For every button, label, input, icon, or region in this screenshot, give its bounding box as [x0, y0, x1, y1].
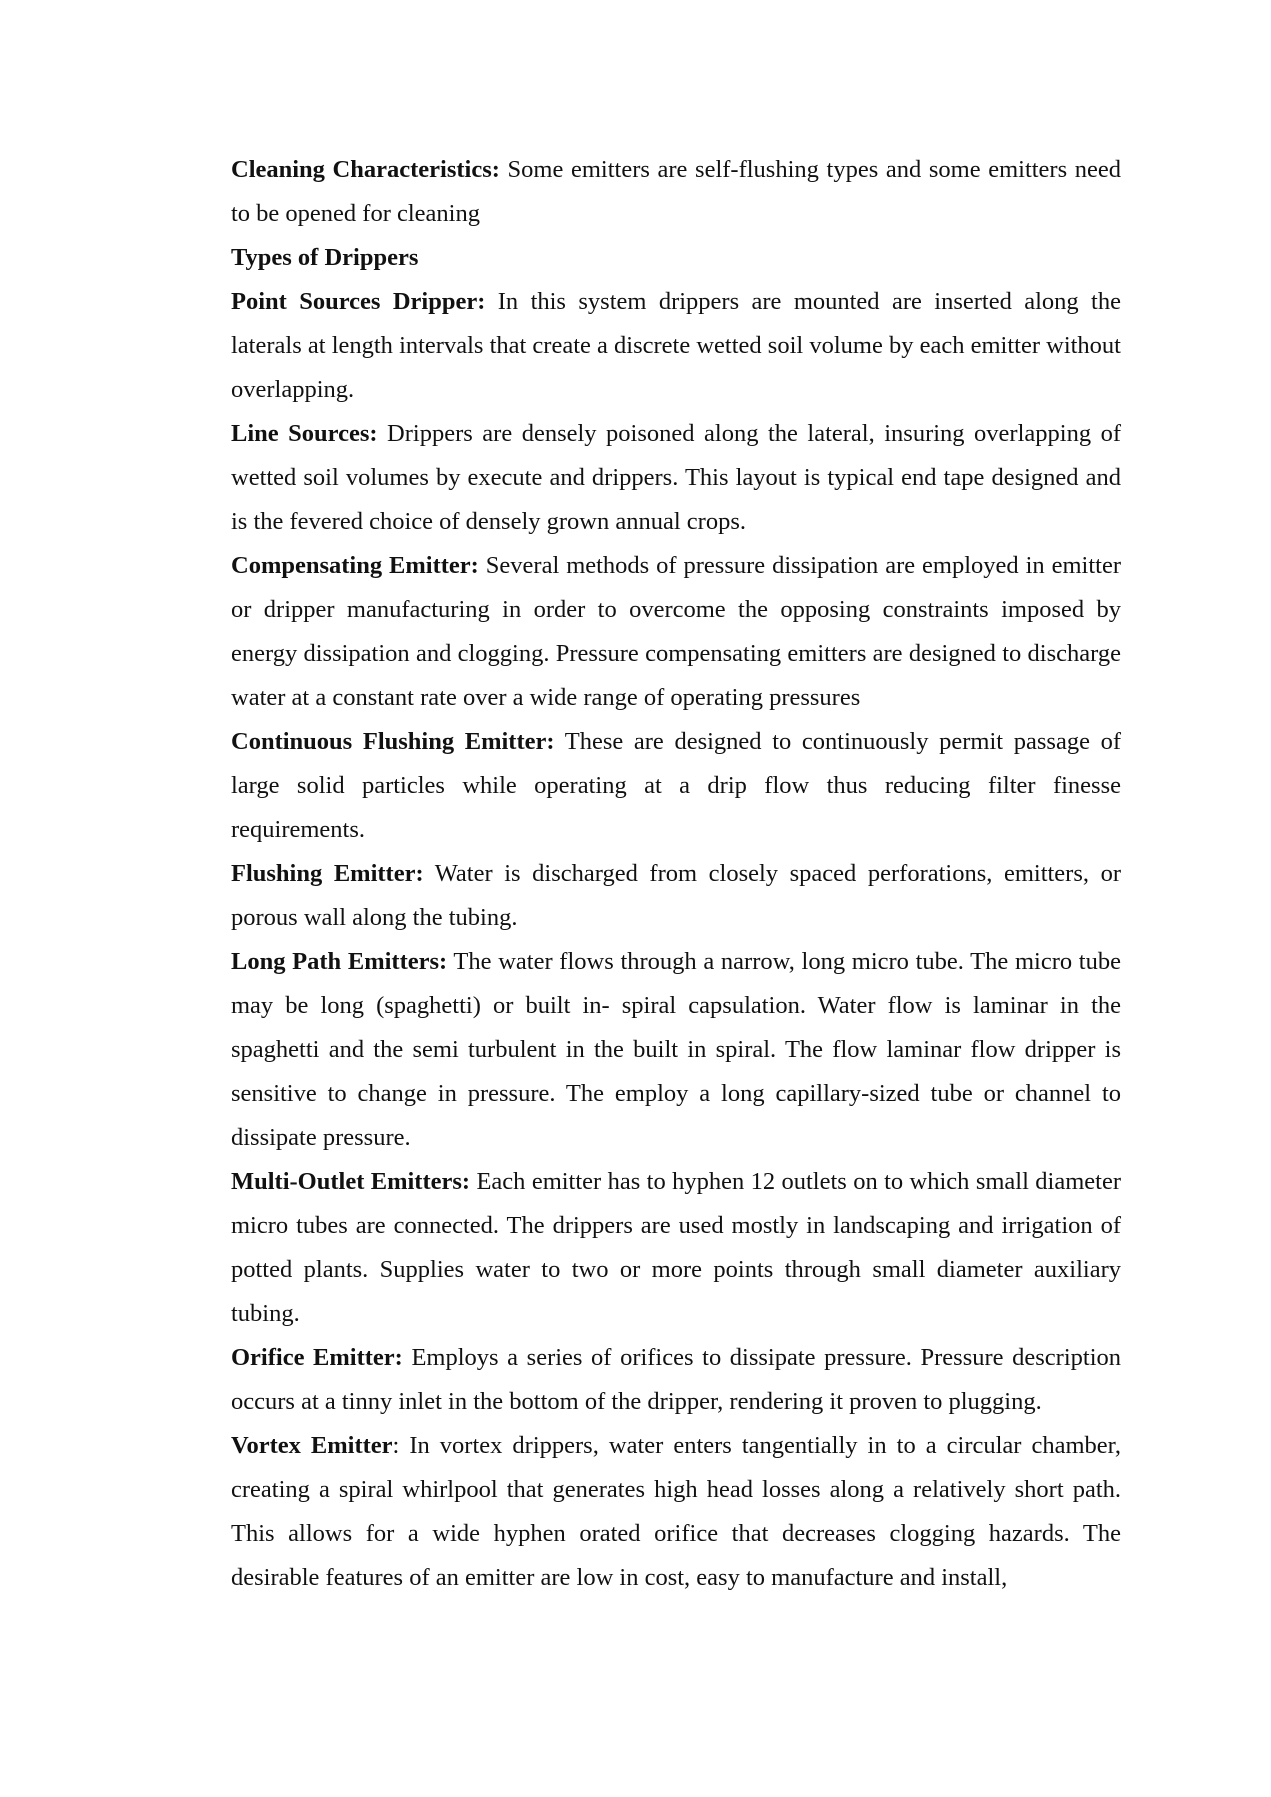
term-label: Flushing Emitter:	[231, 860, 424, 887]
paragraph-point-sources	[231, 280, 1121, 412]
paragraph-cleaning-characteristics	[231, 148, 1121, 236]
document-page	[231, 148, 1121, 1600]
paragraph-orifice-emitter	[231, 1336, 1121, 1424]
paragraph-text: Some emitters are self-flushing types and some emitters need to be opened for cleaning	[231, 156, 1121, 227]
paragraph-text: Drippers are densely poisoned along the lateral, insuring overlapping of wetted soil volumes by execute and drippers. This layout is typical end tape designed and is the fevered choice of densely grown annual crops.	[231, 420, 1121, 535]
term-label: Point Sources Dripper:	[231, 288, 486, 315]
paragraph-compensating-emitter	[231, 544, 1121, 720]
term-label: Line Sources:	[231, 420, 378, 447]
term-label: Cleaning Characteristics:	[231, 156, 500, 183]
term-label: Long Path Emitters:	[231, 948, 448, 975]
paragraph-text: Each emitter has to hyphen 12 outlets on to which small diameter micro tubes are connected. The drippers are used mostly in landscaping and irrigation of potted plants. Supplies water to two or more points through small diameter auxiliary tubing.	[231, 1168, 1121, 1327]
paragraph-text: Water is discharged from closely spaced perforations, emitters, or porous wall along the tubing.	[231, 860, 1121, 931]
term-label: Continuous Flushing Emitter:	[231, 728, 555, 755]
paragraph-text: These are designed to continuously permit passage of large solid particles while operating at a drip flow thus reducing filter finesse requirements.	[231, 728, 1121, 843]
term-label: Compensating Emitter:	[231, 552, 479, 579]
paragraph-text: In this system drippers are mounted are inserted along the laterals at length intervals that create a discrete wetted soil volume by each emitter without overlapping.	[231, 288, 1121, 403]
paragraph-vortex-emitter	[231, 1424, 1121, 1600]
term-label: Orifice Emitter:	[231, 1344, 403, 1371]
paragraph-continuous-flushing	[231, 720, 1121, 852]
paragraph-text: : In vortex drippers, water enters tangentially in to a circular chamber, creating a spiral whirlpool that generates high head losses along a relatively short path. This allows for a wide hyphen orated orifice that decreases clogging hazards. The desirable features of an emitter are low in cost, easy to manufacture and install,	[231, 1432, 1121, 1591]
term-label: Vortex Emitter	[231, 1432, 393, 1459]
paragraph-text: Several methods of pressure dissipation are employed in emitter or dripper manufacturing in order to overcome the opposing constraints imposed by energy dissipation and clogging. Pressure compensating emitters are designed to discharge water at a constant rate over a wide range of operating pressures	[231, 552, 1121, 711]
paragraph-multi-outlet	[231, 1160, 1121, 1336]
paragraph-text: The water flows through a narrow, long micro tube. The micro tube may be long (spaghetti) or built in- spiral capsulation. Water flow is laminar in the spaghetti and the semi turbulent in the built in spiral. The flow laminar flow dripper is sensitive to change in pressure. The employ a long capillary-sized tube or channel to dissipate pressure.	[231, 948, 1121, 1151]
term-label: Multi-Outlet Emitters:	[231, 1168, 471, 1195]
paragraph-flushing-emitter	[231, 852, 1121, 940]
paragraph-line-sources	[231, 412, 1121, 544]
section-heading: Types of Drippers	[231, 244, 419, 271]
paragraph-long-path	[231, 940, 1121, 1160]
paragraph-text: Employs a series of orifices to dissipate pressure. Pressure description occurs at a tinny inlet in the bottom of the dripper, rendering it proven to plugging.	[231, 1344, 1121, 1415]
